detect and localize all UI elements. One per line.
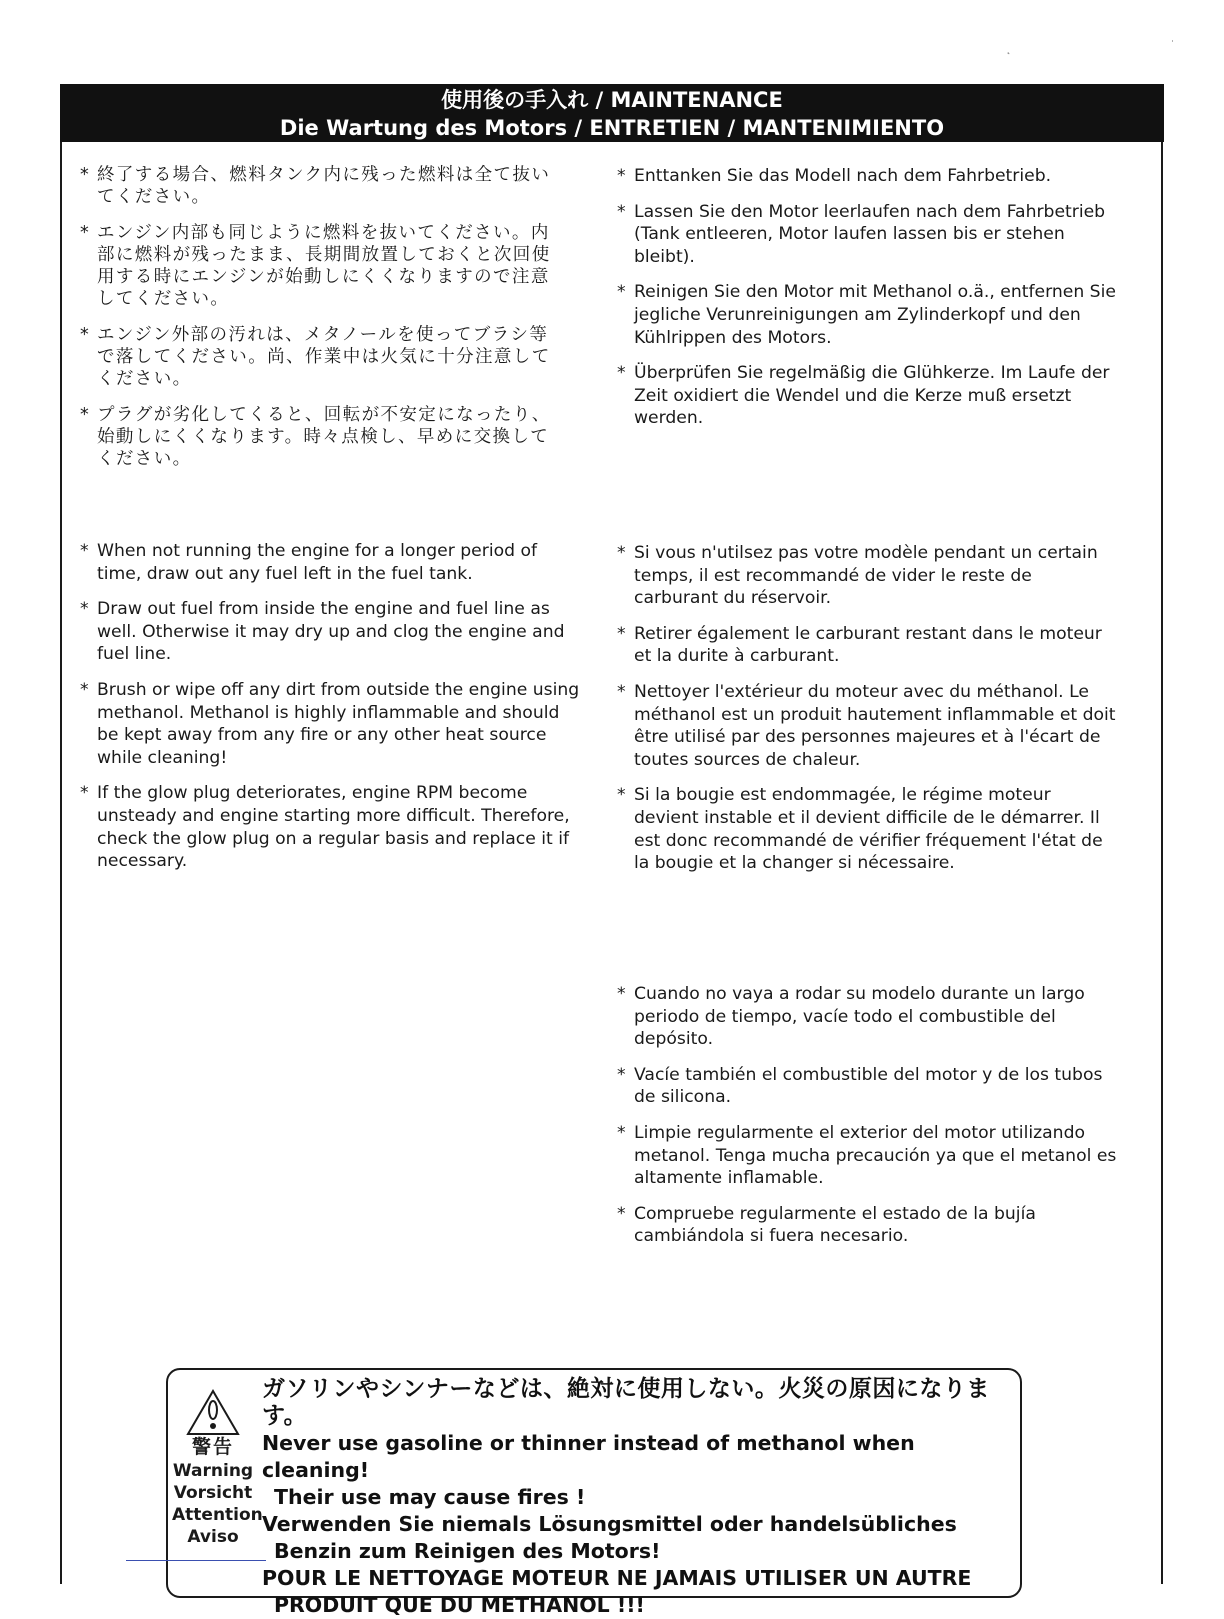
- list-item: * Compruebe regularmente el estado de la bujía cambiándola si fuera necesario.: [617, 1203, 1036, 1247]
- scan-blue-line: [126, 1560, 266, 1561]
- list-item: * Retirer également le carburant restant dans le moteur et la durite à carburant.: [617, 623, 1102, 667]
- list-item: * Überprüfen Sie regelmäßig die Glühkerze. Im Laufe der Zeit oxidiert die Wendel und die Kerze muß ersetzt werden.: [617, 363, 1110, 429]
- list-item: * Si la bougie est endommagée, le régime moteur devient instable et il devient difficile de le démarrer. Il est donc recommandé de vérifier fréquement l'état de la bougie et la changer si nécessaire.: [617, 785, 1103, 874]
- list-item: * Cuando no vaya a rodar su modelo durante un largo periodo de tiempo, vacíe todo el combustible del depósito.: [617, 984, 1085, 1050]
- scan-speck: ˙: [1170, 40, 1175, 51]
- list-item: * Enttanken Sie das Modell nach dem Fahrbetrieb.: [617, 166, 1052, 186]
- english-section: [80, 540, 585, 886]
- warning-box: [166, 1368, 1022, 1617]
- list-item: * Draw out fuel from inside the engine and fuel line as well. Otherwise it may dry up and clog the engine and fuel line.: [80, 599, 565, 665]
- page-header: [60, 84, 1164, 142]
- header-title-line2: Die Wartung des Motors / ENTRETIEN / MANTENIMIENTO: [279, 116, 945, 140]
- spanish-section: [617, 983, 1117, 1261]
- warning-label-fr: Attention: [172, 1505, 263, 1525]
- warning-text-en2: Their use may cause fires !: [274, 1485, 586, 1509]
- warning-label-jp: 警告: [191, 1436, 234, 1458]
- list-item: * When not running the engine for a longer period of time, draw out any fuel left in the fuel tank.: [80, 541, 538, 584]
- warning-triangle-icon: [186, 1388, 240, 1436]
- warning-label-en: Warning: [172, 1461, 254, 1481]
- list-item: * Lassen Sie den Motor leerlaufen nach dem Fahrbetrieb (Tank entleeren, Motor laufen lassen bis er stehen bleibt).: [617, 201, 1106, 267]
- warning-label-es: Aviso: [187, 1527, 239, 1547]
- list-item: * プラグが劣化してくると、回転が不安定になったり、始動しにくくなります。時々点検し、早めに交換してください。: [80, 405, 551, 469]
- list-item: * 終了する場合、燃料タンク内に残った燃料は全て抜いてください。: [80, 165, 551, 207]
- warning-text-fr1: POUR LE NETTOYAGE MOTEUR NE JAMAIS UTILISER UN AUTRE: [262, 1566, 972, 1590]
- list-item: * Brush or wipe off any dirt from outside the engine using methanol. Methanol is highly inflammable and should be kept away from any fire or any other heat source while cleaning!: [80, 679, 580, 768]
- list-item: * If the glow plug deteriorates, engine RPM become unsteady and engine starting more difficult. Therefore, check the glow plug on a regular basis and replace it if necessary.: [80, 783, 570, 872]
- list-item: * Si vous n'utilsez pas votre modèle pendant un certain temps, il est recommandé de vider le reste de carburant du réservoir.: [617, 543, 1098, 609]
- warning-text-fr2: PRODUIT QUE DU METHANOL !!!: [274, 1593, 645, 1617]
- warning-text-en1: Never use gasoline or thinner instead of methanol when cleaning!: [262, 1431, 915, 1482]
- list-item: * Nettoyer l'extérieur du moteur avec du méthanol. Le méthanol est un produit hautement inflammable et doit être utilisé par des personnes majeures et à l'écart de toutes sources de chaleur.: [617, 681, 1116, 770]
- japanese-section: [80, 164, 560, 484]
- right-border-rule: [1161, 142, 1163, 1584]
- german-section: [617, 165, 1117, 443]
- list-item: * エンジン内部も同じように燃料を抜いてください。内部に燃料が残ったまま、長期間放置しておくと次回使用する時にエンジンが始動しにくくなりますので注意してください。: [80, 223, 551, 309]
- warning-text-de2: Benzin zum Reinigen des Motors!: [274, 1539, 661, 1563]
- list-item: * Reinigen Sie den Motor mit Methanol o.ä., entfernen Sie jegliche Verunreinigungen am Zylinderkopf und den Kühlrippen des Motors.: [617, 282, 1116, 348]
- list-item: * エンジン外部の汚れは、メタノールを使ってブラシ等で落してください。尚、作業中は火気に十分注意してください。: [80, 325, 551, 389]
- list-item: * Limpie regularmente el exterior del motor utilizando metanol. Tenga mucha precaución ya que el metanol es altamente inflamable.: [617, 1122, 1117, 1189]
- warning-text-jp: ガソリンやシンナーなどは、絶対に使用しない。火災の原因になります。: [262, 1376, 990, 1429]
- warning-text-de1: Verwenden Sie niemals Lösungsmittel oder handelsübliches: [262, 1512, 957, 1536]
- warning-labels: [172, 1436, 263, 1548]
- warning-text: [262, 1376, 1022, 1619]
- left-border-rule: [60, 142, 62, 1584]
- list-item: * Vacíe también el combustible del motor y de los tubos de silicona.: [617, 1064, 1103, 1108]
- scan-speck: ˛: [1006, 44, 1011, 55]
- french-section: [617, 542, 1117, 888]
- header-title-line1: 使用後の手入れ / MAINTENANCE: [441, 88, 783, 112]
- warning-label-de: Vorsicht: [173, 1483, 253, 1503]
